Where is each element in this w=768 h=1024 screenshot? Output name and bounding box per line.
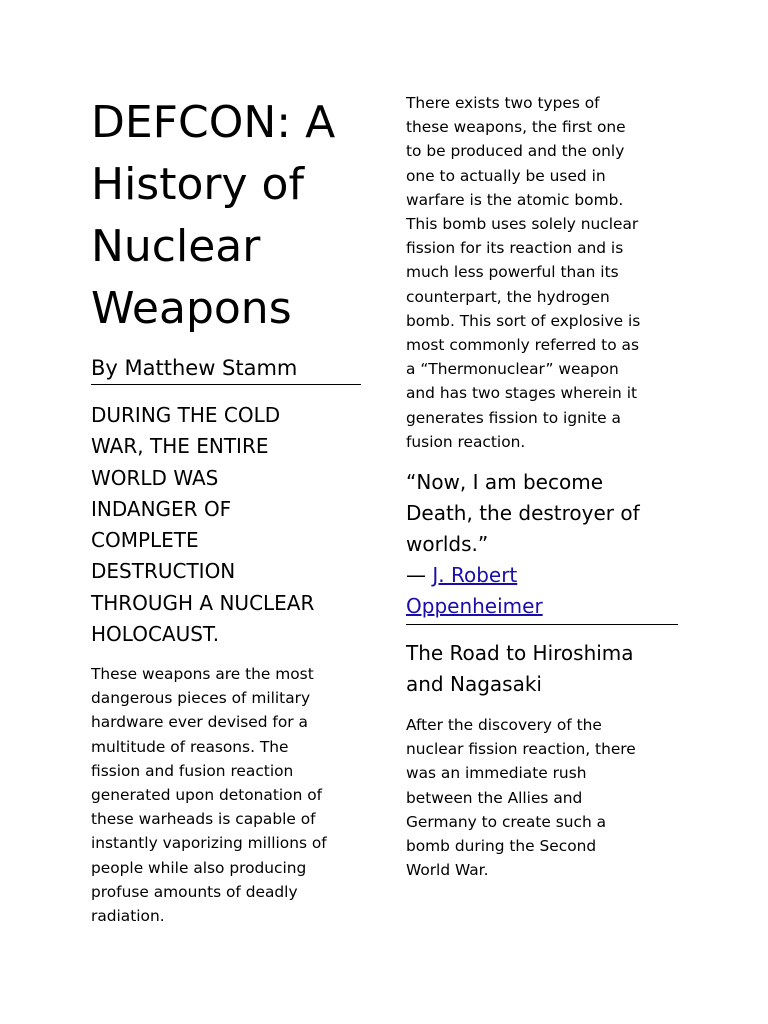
article-title: DEFCON: A History of Nuclear Weapons: [91, 97, 336, 334]
body-paragraph-1: These weapons are the most dangerous pieces of military hardware ever devised for a multitude of reasons. The fission and fusion reaction generated upon detonation of these warheads is capable of instantly vaporizing millions of people while also producing profuse amounts of deadly radiation.: [91, 665, 327, 926]
pull-quote: “Now, I am become Death, the destroyer of worlds.”: [406, 470, 640, 556]
attribution-dash: —: [406, 563, 433, 587]
quote-attribution: [406, 560, 678, 625]
body-paragraph-3: After the discovery of the nuclear fission reaction, there was an immediate rush between the Allies and Germany to create such a bomb during the Second World War.: [406, 716, 636, 880]
section-heading: The Road to Hiroshima and Nagasaki: [406, 641, 634, 696]
byline: By Matthew Stamm: [91, 355, 361, 385]
oppenheimer-link[interactable]: J. Robert Oppenheimer: [406, 563, 543, 618]
body-paragraph-2: There exists two types of these weapons, the first one to be produced and the only one to actually be used in warfare is the atomic bomb. This bomb uses solely nuclear fission for its reaction and is much less powerful than its counterpart, the hydrogen bomb. This sort of explosive is most commonly referred to as a “Thermonuclear” weapon and has two stages wherein it generates fission to ignite a fusion reaction.: [406, 94, 641, 451]
lead-paragraph: DURING THE COLD WAR, THE ENTIRE WORLD WAS INDANGER OF COMPLETE DESTRUCTION THROUGH A NUCLEAR HOLOCAUST.: [91, 403, 315, 647]
